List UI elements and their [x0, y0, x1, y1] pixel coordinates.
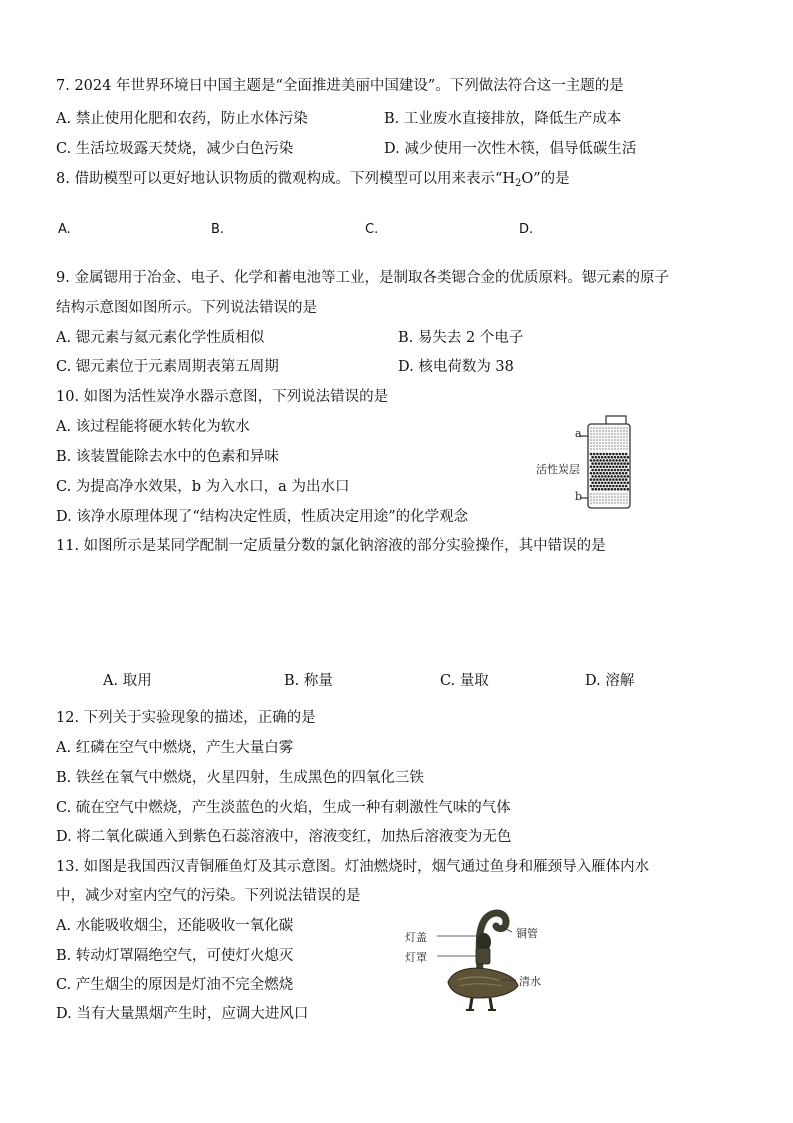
q9-stem-line1: 9. 金属锶用于冶金、电子、化学和蓄电池等工业，是制取各类锶合金的优质原料。锶元素的原子	[56, 270, 669, 286]
q8-option-a: A.	[58, 222, 71, 237]
goose-fish-lamp-illustration	[440, 908, 520, 1014]
q10-option-a: A. 该过程能将硬水转化为软水	[56, 419, 250, 435]
q8-option-c: C.	[365, 222, 379, 237]
q12-option-c: C. 硫在空气中燃烧，产生淡蓝色的火焰，生成一种有刺激性气味的气体	[56, 800, 511, 816]
q9-option-c: C. 锶元素位于元素周期表第五周期	[56, 359, 279, 375]
lamp-label-water: 清水	[519, 975, 541, 988]
lamp-label-shade: 灯罩	[405, 951, 427, 964]
q12-option-d: D. 将二氧化碳通入到紫色石蕊溶液中，溶液变红，加热后溶液变为无色	[56, 829, 512, 845]
q8-stem-before: 8. 借助模型可以更好地认识物质的微观构成。下列模型可以用来表示“H	[56, 171, 515, 187]
q11-option-b: B. 称量	[284, 673, 333, 689]
q8-option-b: B.	[211, 222, 225, 237]
q11-option-a: A. 取用	[103, 673, 152, 689]
q7-option-d: D. 减少使用一次性木筷，倡导低碳生活	[384, 141, 637, 157]
q9-option-b: B. 易失去 2 个电子	[398, 330, 524, 346]
q7-option-b: B. 工业废水直接排放，降低生产成本	[384, 111, 622, 127]
q7-option-a: A. 禁止使用化肥和农药，防止水体污染	[56, 111, 308, 127]
q9-option-d: D. 核电荷数为 38	[398, 359, 514, 375]
q11-stem: 11. 如图所示是某同学配制一定质量分数的氯化钠溶液的部分实验操作，其中错误的是	[56, 538, 606, 554]
purifier-label-a: a	[575, 427, 582, 440]
q11-option-d: D. 溶解	[585, 673, 635, 689]
lamp-label-pipe: 铜管	[516, 927, 538, 940]
q7-option-c: C. 生活垃圾露天焚烧，减少白色污染	[56, 141, 294, 157]
q10-stem: 10. 如图为活性炭净水器示意图，下列说法错误的是	[56, 389, 389, 405]
q13-stem-line2: 中，减少对室内空气的污染。下列说法错误的是	[56, 888, 361, 904]
q12-option-b: B. 铁丝在氧气中燃烧，火星四射，生成黑色的四氧化三铁	[56, 770, 424, 786]
q8-stem-subscript: 2	[515, 178, 522, 189]
purifier-label-carbon-layer: 活性炭层	[536, 463, 580, 476]
q12-stem: 12. 下列关于实验现象的描述，正确的是	[56, 710, 316, 726]
q10-option-b: B. 该装置能除去水中的色素和异味	[56, 449, 279, 465]
q13-option-c: C. 产生烟尘的原因是灯油不完全燃烧	[56, 977, 294, 993]
purifier-label-b: b	[575, 490, 583, 503]
q13-option-d: D. 当有大量黑烟产生时，应调大进风口	[56, 1006, 309, 1022]
q8-option-d: D.	[519, 222, 534, 237]
q9-option-a: A. 锶元素与氦元素化学性质相似	[56, 330, 265, 346]
lamp-label-cover: 灯盖	[405, 931, 427, 944]
q7-stem: 7. 2024 年世界环境日中国主题是“全面推进美丽中国建设”。下列做法符合这一主题的是	[56, 78, 624, 94]
q13-option-b: B. 转动灯罩隔绝空气，可使灯火熄灭	[56, 948, 294, 964]
q8-stem-after: O”的是	[521, 171, 570, 187]
q10-option-c: C. 为提高净水效果，b 为入水口，a 为出水口	[56, 479, 350, 495]
q13-option-a: A. 水能吸收烟尘，还能吸收一氧化碳	[56, 918, 294, 934]
q13-stem-line1: 13. 如图是我国西汉青铜雁鱼灯及其示意图。灯油燃烧时，烟气通过鱼身和雁颈导入雁体内水	[56, 859, 650, 875]
q12-option-a: A. 红磷在空气中燃烧，产生大量白雾	[56, 740, 294, 756]
q8-stem	[56, 170, 570, 193]
q10-option-d: D. 该净水原理体现了“结构决定性质，性质决定用途”的化学观念	[56, 509, 469, 525]
q11-option-c: C. 量取	[440, 673, 489, 689]
water-purifier-diagram	[574, 412, 634, 512]
q9-stem-line2: 结构示意图如图所示。下列说法错误的是	[56, 300, 317, 316]
